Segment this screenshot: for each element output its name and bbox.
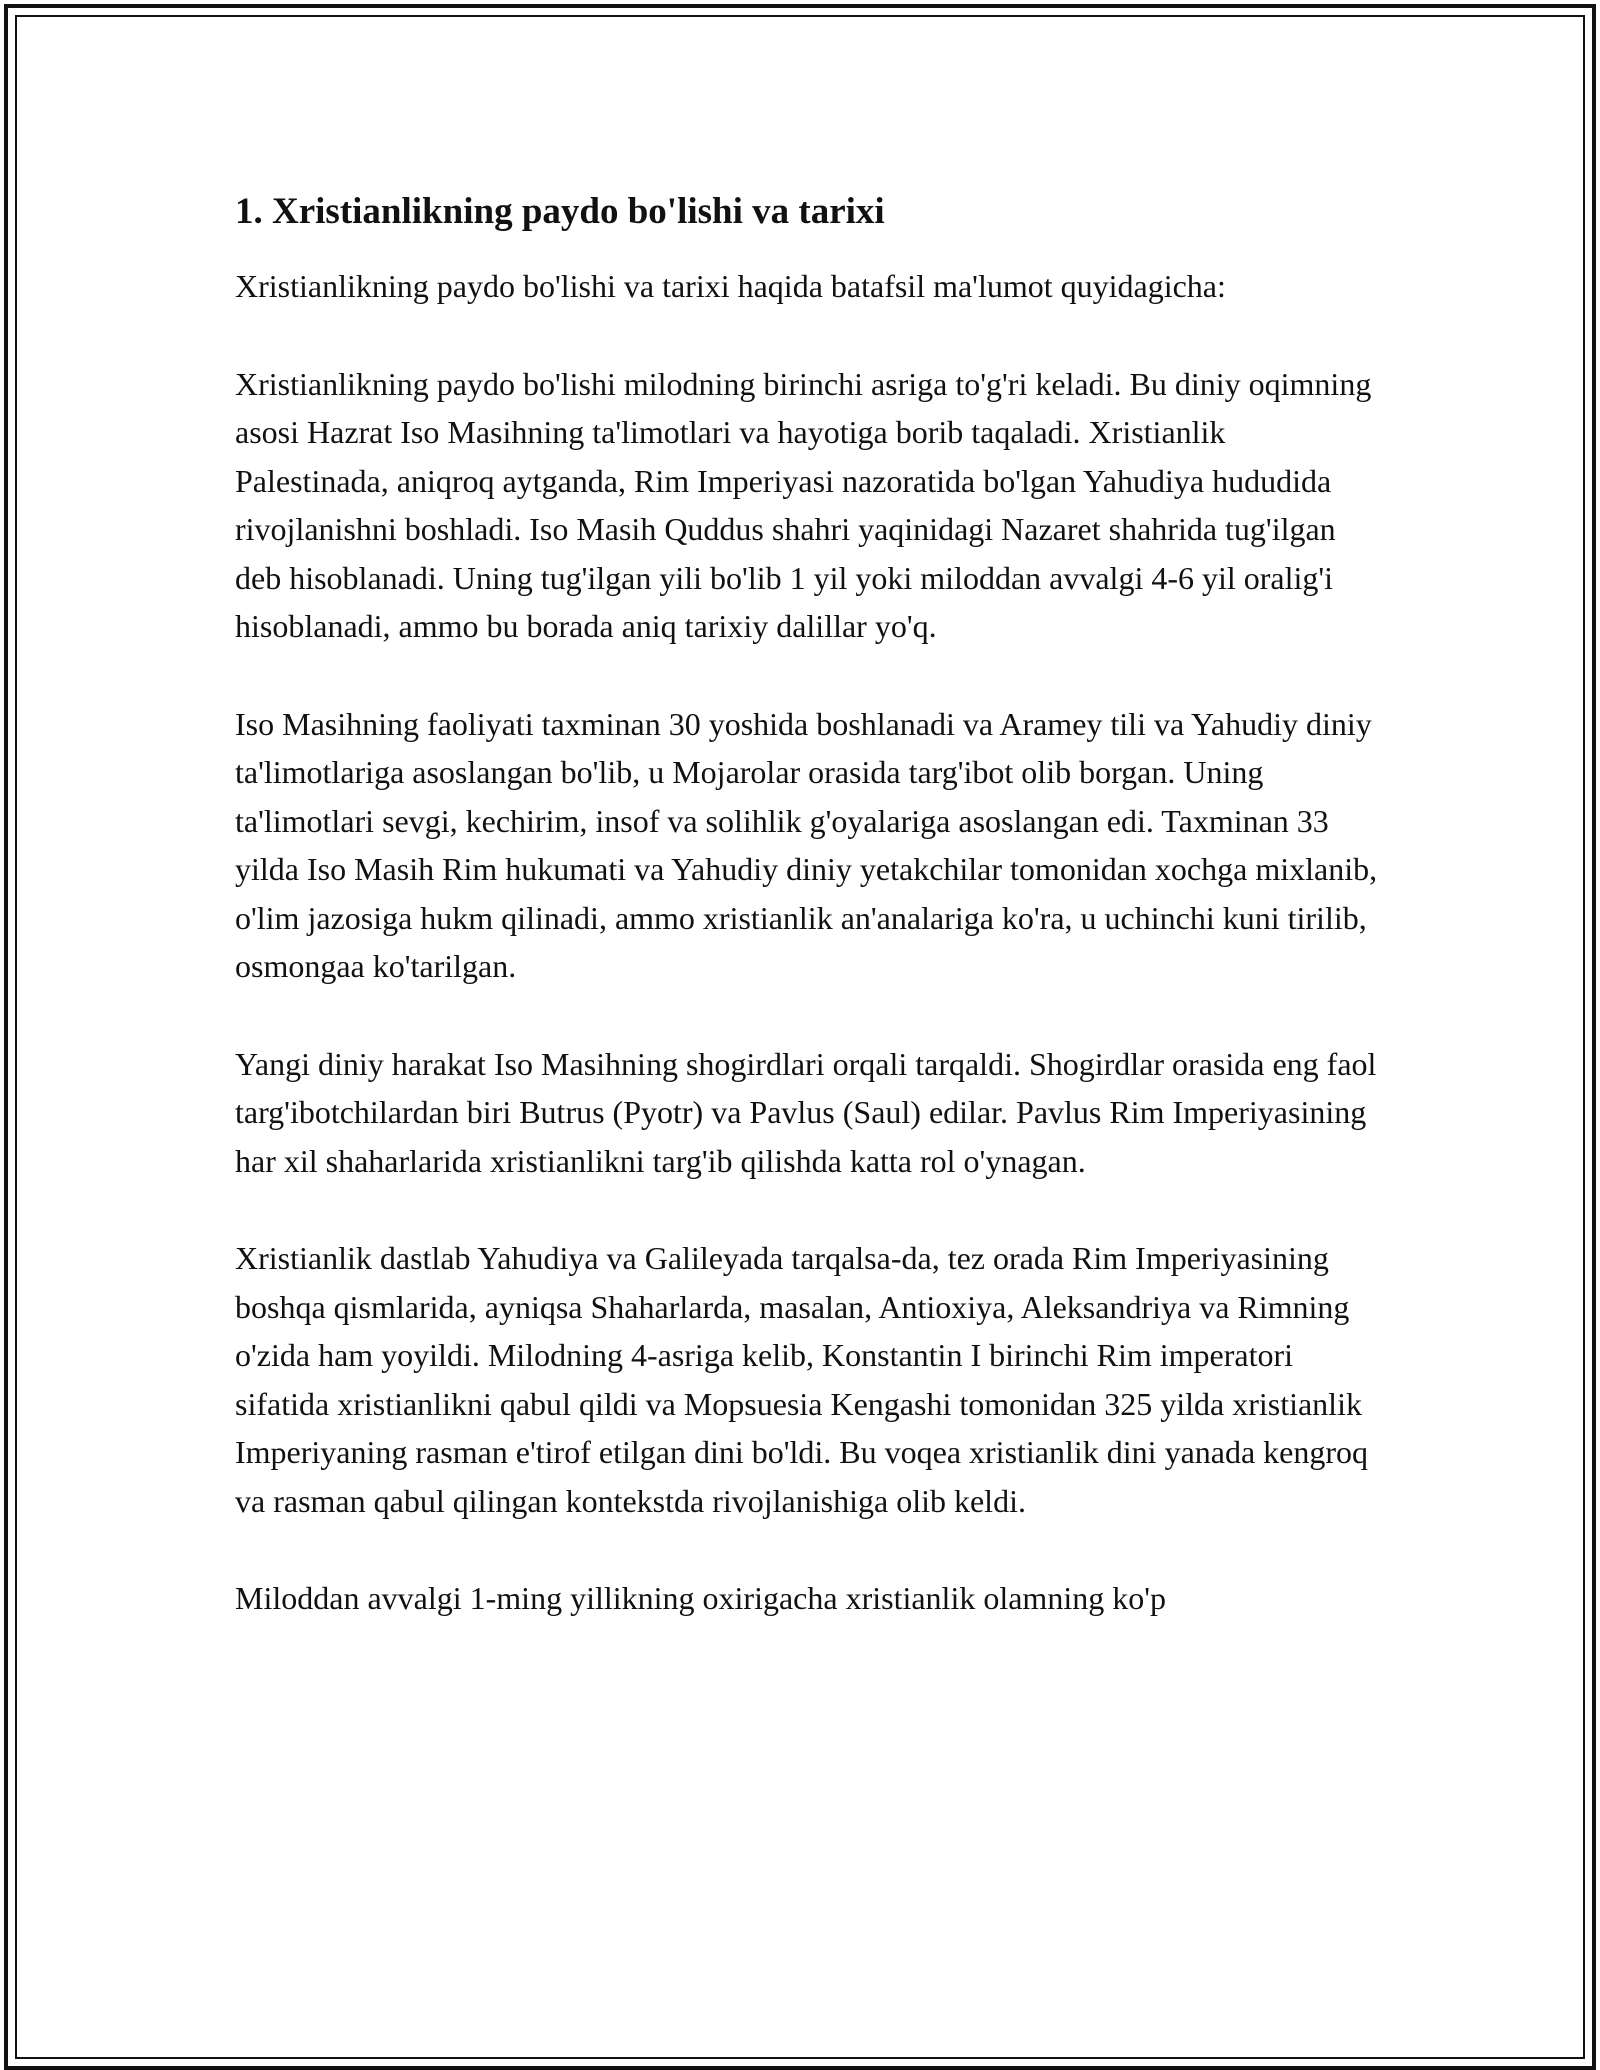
paragraph-disciples: Yangi diniy harakat Iso Masihning shogirdlari orqali tarqaldi. Shogirdlar orasida eng faol targ'ibotchilardan biri Butrus (Pyotr) va Pavlus (Saul) edilar. Pavlus Rim Imperiyasining har xil shaharlarida xristianlikni targ'ib qilishda katta rol o'ynagan. [235,1045,1377,1179]
document-body [235,188,1385,1672]
paragraph-spread: Xristianlik dastlab Yahudiya va Galileyada tarqalsa-da, tez orada Rim Imperiyasining boshqa qismlarida, ayniqsa Shaharlarda, masalan, Antioxiya, Aleksandriya va Rimning o'zida ham yoyildi. Milodning 4-asriga kelib, Konstantin I birinchi Rim imperatori sifatida xristianlikni qabul qildi va Mopsuesia Kengashi tomonidan 325 yilda xristianlik Imperiyaning rasman e'tirof etilgan dini bo'ldi. Bu voqea xristianlik dini yanada kengroq va rasman qabul qilingan kontekstda rivojlanishiga olib keldi. [235,1240,1369,1519]
paragraph-ministry: Iso Masihning faoliyati taxminan 30 yoshida boshlanadi va Aramey tili va Yahudiy diniy ta'limotlariga asoslangan bo'lib, u Mojarolar orasida targ'ibot olib borgan. Uning ta'limotlari sevgi, kechirim, insof va solihlik g'oyalariga asoslangan edi. Taxminan 33 yilda Iso Masih Rim hukumati va Yahudiy diniy yetakchilar tomonidan xochga mixlanib, o'lim jazosiga hukm qilinadi, ammo xristianlik an'analariga ko'ra, u uchinchi kuni tirilib, osmongaa ko'tarilgan. [235,705,1378,984]
paragraph-intro: Xristianlikning paydo bo'lishi va tarixi haqida batafsil ma'lumot quyidagicha: [235,268,1226,304]
paragraph-closing: Miloddan avvalgi 1-ming yillikning oxirigacha xristianlik olamning ko'p [235,1580,1166,1616]
paragraph-origin: Xristianlikning paydo bo'lishi milodning birinchi asriga to'g'ri keladi. Bu diniy oqimning asosi Hazrat Iso Masihning ta'limotlari va hayotiga borib taqaladi. Xristianlik Palestinada, aniqroq aytganda, Rim Imperiyasi nazoratida bo'lgan Yahudiya hududida rivojlanishni boshladi. Iso Masih Quddus shahri yaqinidagi Nazaret shahrida tug'ilgan deb hisoblanadi. Uning tug'ilgan yili bo'lib 1 yil yoki miloddan avvalgi 4-6 yil oralig'i hisoblanadi, ammo bu borada aniq tarixiy dalillar yo'q. [235,365,1372,644]
page-title: 1. Xristianlikning paydo bo'lishi va tarixi [235,191,885,232]
